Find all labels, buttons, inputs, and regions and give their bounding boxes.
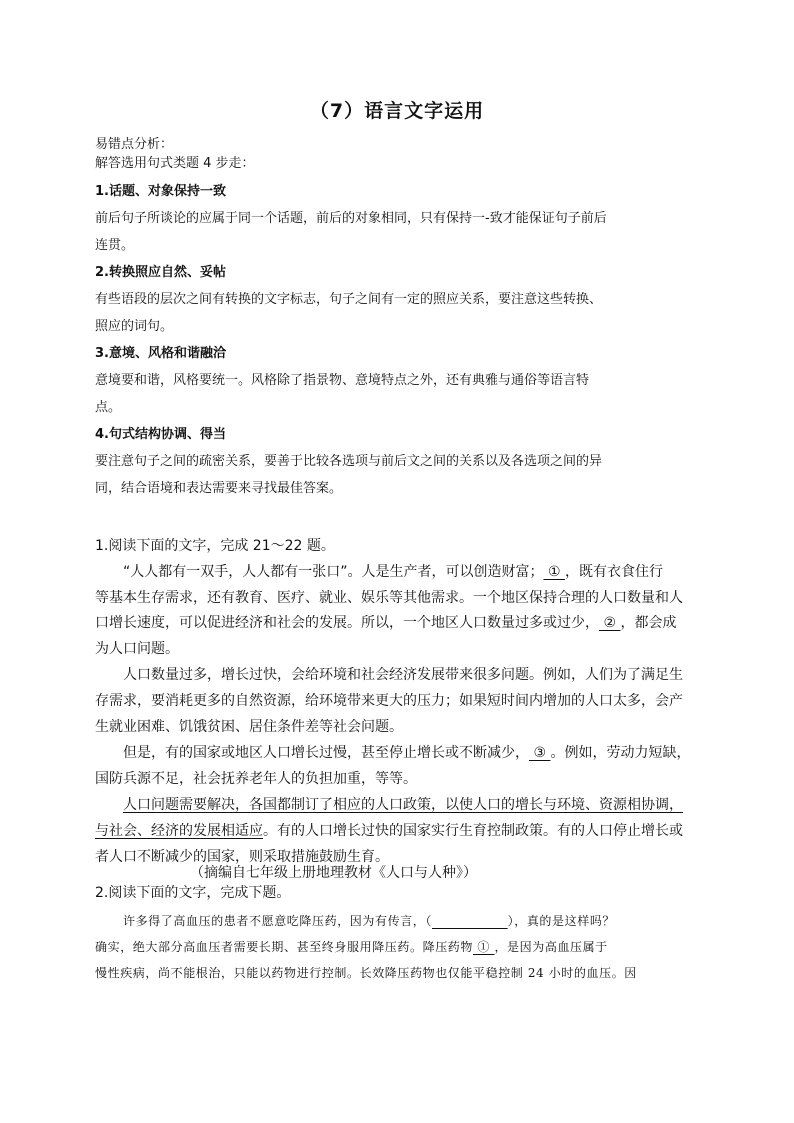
step-4-line: 同，结合语境和表达需要来寻找最佳答案。 bbox=[95, 481, 343, 496]
q2-text: ，是因为高血压属于 bbox=[494, 940, 608, 954]
step-1-line: 前后句子所谈论的应属于同一个话题，前后的对象相同，只有保持一-致才能保证句子前后 bbox=[95, 211, 607, 226]
step-1-heading: 1.话题、对象保持一致 bbox=[95, 184, 226, 199]
step-1-line: 连贯。 bbox=[95, 238, 135, 253]
q2-blank-1: ① bbox=[473, 940, 495, 954]
q1-paragraph-line bbox=[95, 742, 699, 762]
q1-paragraph-line bbox=[95, 612, 699, 632]
q2-paragraph-line: 慢性疾病，尚不能根治，只能以药物进行控制。长效降压药物也仅能平稳控制 24 小时的血压。因 bbox=[95, 966, 637, 980]
q1-blank-3: ③ bbox=[529, 745, 551, 761]
q2-paragraph-line bbox=[95, 938, 699, 955]
step-2-line: 有些语段的层次之间有转换的文字标志，句子之间有一定的照应关系，要注意这些转换、 bbox=[95, 292, 603, 307]
step-4-line: 要注意句子之间的疏密关系，要善于比较各选项与前后文之间的关系以及各选项之间的异 bbox=[95, 454, 603, 469]
step-3-line: 意境要和谐，风格要统一。风格除了指景物、意境特点之外，还有典雅与通俗等语言特 bbox=[95, 373, 590, 388]
q1-source: （摘编自七年级上册地理教材《人口与人种》） bbox=[190, 865, 477, 881]
q1-paragraph-line bbox=[95, 561, 699, 581]
q2-paragraph-line bbox=[123, 912, 699, 929]
q1-text: “人人都有一双手，人人都有一张口”。人是生产者，可以创造财富； bbox=[95, 564, 544, 580]
step-3-heading: 3.意境、风格和谐融洽 bbox=[95, 346, 226, 361]
q2-text: 确实，绝大部分高血压者需要长期、甚至终身服用降压药。降压药物 bbox=[95, 940, 474, 954]
page-title: （7）语言文字运用 bbox=[309, 100, 485, 122]
q1-prompt: 1.阅读下面的文字，完成 21～22 题。 bbox=[95, 538, 335, 554]
q1-paragraph-line: 国防兵源不足，社会抚养老年人的负担加重，等等。 bbox=[95, 771, 417, 787]
q1-paragraph-line: 存需求，要消耗更多的自然资源，给环境带来更大的压力；如果短时间内增加的人口太多，会产 bbox=[95, 693, 683, 709]
q1-underlined-text: 人口问题需要解决，各国都制订了相应的人口政策，以使人口的增长与环境、资源相协调， bbox=[123, 797, 683, 813]
q1-paragraph-line: 人口数量过多，增长过快，会给环境和社会经济发展带来很多问题。例如，人们为了满足生 bbox=[95, 667, 683, 683]
q2-text: 许多得了高血压的患者不愿意吃降压药，因为有传言，（ bbox=[123, 914, 433, 928]
q1-text: 但是，有的国家或地区人口增长过慢，甚至停止增长或不断减少， bbox=[95, 745, 529, 761]
q2-text: ），真的是这样吗？ bbox=[507, 914, 616, 928]
step-2-line: 照应的词句。 bbox=[95, 319, 174, 334]
q1-text: 。例如，劳动力短缺， bbox=[550, 745, 691, 761]
q1-text: ，既有衣食住行 bbox=[564, 564, 663, 580]
q1-paragraph-line: 者人口不断减少的国家，则采取措施鼓励生育。 bbox=[95, 849, 389, 865]
q1-text: 。有的人口增长过快的国家实行生育控制政策。有的人口停止增长或 bbox=[263, 823, 683, 839]
q1-blank-2: ② bbox=[599, 615, 621, 631]
q1-paragraph-line bbox=[95, 820, 699, 840]
intro-heading: 解答选用句式类题 4 步走： bbox=[95, 156, 255, 171]
q2-prompt: 2.阅读下面的文字，完成下题。 bbox=[95, 885, 291, 901]
q1-text: ，都会成 bbox=[620, 615, 677, 631]
step-4-heading: 4.句式结构协调、得当 bbox=[95, 427, 226, 442]
intro-label: 易错点分析： bbox=[95, 137, 174, 152]
q1-underlined-sentence bbox=[123, 794, 699, 814]
step-3-line: 点。 bbox=[95, 400, 122, 415]
q2-blank bbox=[432, 914, 508, 928]
step-2-heading: 2.转换照应自然、妥帖 bbox=[95, 265, 226, 280]
q1-blank-1: ① bbox=[543, 564, 565, 580]
q1-text: 口增长速度，可以促进经济和社会的发展。所以，一个地区人口数量过多或过少， bbox=[95, 615, 599, 631]
q1-paragraph-line: 为人口问题。 bbox=[95, 641, 179, 657]
q1-paragraph-line: 等基本生存需求，还有教育、医疗、就业、娱乐等其他需求。一个地区保持合理的人口数量和人 bbox=[95, 590, 683, 606]
q1-underlined-text: 与社会、经济的发展相适应 bbox=[95, 823, 263, 839]
q1-paragraph-line: 生就业困难、饥饿贫困、居住条件差等社会问题。 bbox=[95, 719, 403, 735]
